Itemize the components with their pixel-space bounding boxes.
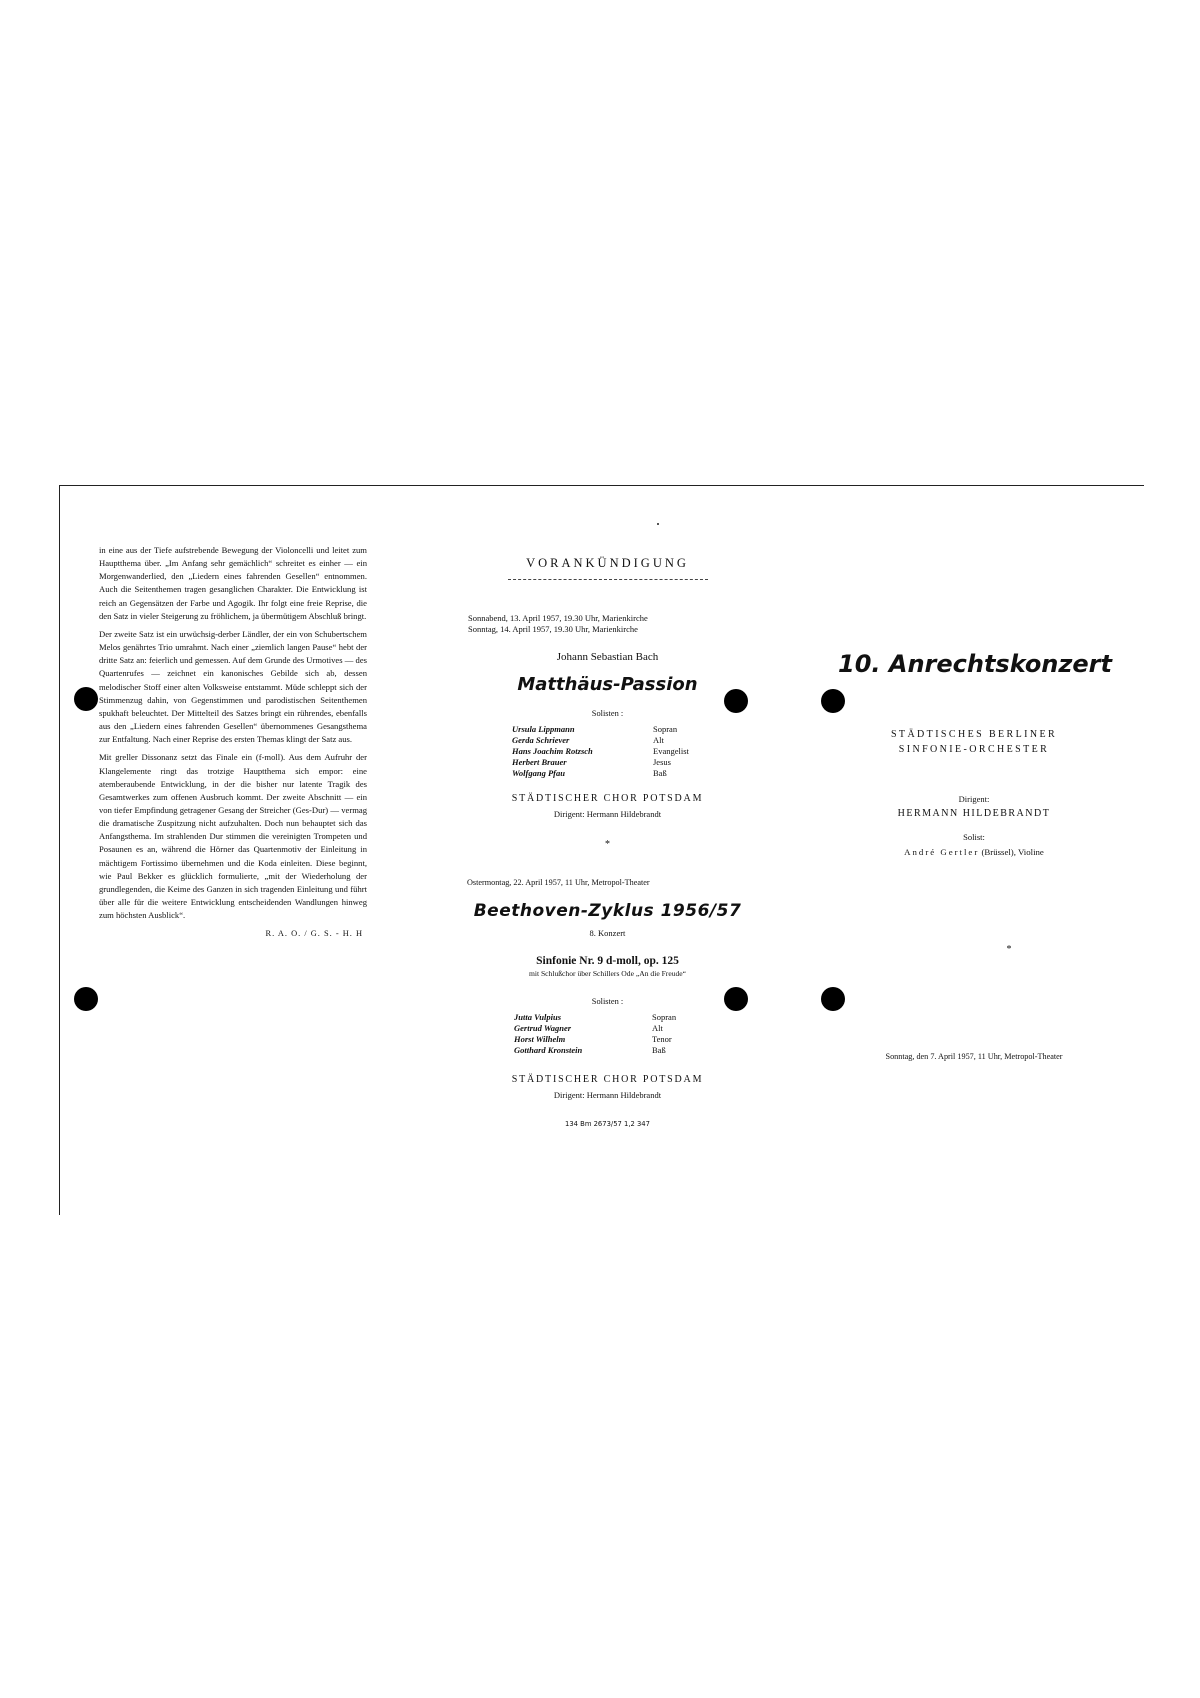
notes-paragraph-2: Der zweite Satz ist ein urwüchsig-derber Ländler, der ein von Schubertschem Melos genährtes Trio umrahmt. Nach einer „ziemlich langen Pause“ hebt der dritte Satz an: feierlich und gemessen. Auf dem Grunde des Urmotives — des Quartenrufes — zeichnet ein kanonisches Gebilde sich ab, dessen melodischer Stoff einer alten Volksweise entstammt. Müde schleppt sich der Stimmenzug dahin, von Gegenstimmen und parodistischen Seitenthemen spukhaft beleuchtet. Der Mittelteil des Satzes bringt ein rührendes, ebenfalls aus den „Liedern eines fahrenden Gesellen“ übernommenes Gesangsthema zur Entfaltung. Nach einer Reprise des ersten Themas klingt der Satz aus. [99, 628, 367, 745]
choir-name: STÄDTISCHER CHOR POTSDAM [511, 793, 704, 804]
symphony-note: mit Schlußchor über Schillers Ode „An die Freude“ [528, 969, 687, 978]
separator-star-2: * [1006, 944, 1012, 955]
soloists-list [512, 724, 745, 779]
soloist-row [512, 746, 745, 757]
work-title-passion: Matthäus-Passion [517, 674, 698, 695]
soloist-name: Ursula Lippmann [512, 724, 575, 734]
soloist-row [512, 757, 745, 768]
announcement-column [467, 556, 745, 1128]
soloist-row [512, 768, 745, 779]
concert-number: 8. Konzert [589, 928, 626, 938]
soloist-role: Baß [653, 768, 667, 778]
soloist-role: Jesus [653, 757, 671, 767]
soloist-name: Horst Wilhelm [514, 1034, 566, 1044]
soloists-list-2 [514, 1012, 745, 1056]
passion-dates [468, 613, 745, 635]
soloist-detail: (Brüssel), Violine [981, 847, 1044, 857]
beethoven-date: Ostermontag, 22. April 1957, 11 Uhr, Metropol-Theater [467, 878, 650, 887]
notes-paragraph-1: in eine aus der Tiefe aufstrebende Bewegung der Violoncelli und leitet zum Hauptthema über. „Im Anfang sehr gemächlich“ schreitet es einher — ein Morgenwanderlied, den „Liedern eines fahrenden Gesellen“ entnommen. Auch die Seitenthemen tragen gesanglichen Charakter. Die Entwicklung ist reich an Gegensätzen der Farbe und Agogik. Ihr folgt eine freie Reprise, die den Satz in vieler Steigerung zu fröhlichem, ja übermütigem Abschluß bringt. [99, 545, 367, 621]
passion-date-2: Sonntag, 14. April 1957, 19.30 Uhr, Marienkirche [468, 624, 638, 634]
orchestra-line-2: SINFONIE-ORCHESTER [898, 744, 1050, 755]
soloist-name: Gerda Schriever [512, 735, 570, 745]
notes-paragraph-3: Mit greller Dissonanz setzt das Finale ein (f-moll). Aus dem Aufruhr der Klangelemente ringt das trotzige Hauptthema sich empor: eine atemberaubende Entwicklung, in der die bisher nur latente Tragik des Gesamtwerkes zum offenen Ausbruch kommt. Der zweite Abschnitt — ein von tiefer Empfindung getragener Gesang der Streicher (Ges-Dur) — vermag die dramatische Zuspitzung nicht aufzuhalten. Doch nun behauptet sich das Anfangsthema. Im strahlenden Dur stimmen die vereinigten Trompeten und Posaunen es an, während die Hörner das Quartenmotiv der Einleitung in mächtigem Fortissimo übernehmen und die Koda einleiten. Diese beginnt, wie Paul Bekker es glücklich formulierte, „mit der Wiederholung der grundlegenden, die Keime des Ganzen in sich tragenden Einleitung und führt über alle für die weitere Entwicklung entscheidenden Wandlungen hinweg zum höchsten Ausblick“. [99, 752, 367, 921]
concert-date: Sonntag, den 7. April 1957, 11 Uhr, Metropol-Theater [885, 1052, 1063, 1061]
orchestra-name [824, 727, 1124, 757]
soloist-name: Herbert Brauer [512, 757, 567, 767]
choir-name-2: STÄDTISCHER CHOR POTSDAM [511, 1074, 704, 1085]
soloist-name: Hans Joachim Rotzsch [512, 746, 593, 756]
print-code: 134 Bm 2673/57 1,2 347 [565, 1120, 650, 1128]
soloists-heading: Solisten : [591, 709, 624, 718]
orchestra-line-1: STÄDTISCHES BERLINER [890, 729, 1058, 740]
soloist-role: Sopran [652, 1012, 677, 1022]
soloist-name: Wolfgang Pfau [512, 768, 565, 778]
soloist-name: Jutta Vulpius [514, 1012, 562, 1022]
soloist-row [514, 1023, 745, 1034]
program-notes [99, 544, 367, 941]
top-border-line [59, 485, 1144, 486]
punch-hole-left-bottom [74, 987, 98, 1011]
conductor-line: Dirigent: Hermann Hildebrandt [553, 809, 662, 819]
concert-series-title: 10. Anrechtskonzert [838, 650, 1112, 678]
conductor-name: HERMANN HILDEBRANDT [897, 808, 1051, 819]
soloist-role: Baß [652, 1045, 666, 1055]
soloist-name: Gertrud Wagner [514, 1023, 572, 1033]
conductor-label: Dirigent: [958, 794, 990, 804]
speck [657, 523, 659, 525]
soloist-row [512, 724, 745, 735]
soloist-role: Alt [652, 1023, 663, 1033]
cycle-title: Beethoven-Zyklus 1956/57 [473, 901, 742, 921]
composer-name: Johann Sebastian Bach [556, 651, 659, 663]
soloist-row [514, 1045, 745, 1056]
soloist-row [514, 1034, 745, 1045]
soloist-row [514, 1012, 745, 1023]
soloist-row [512, 735, 745, 746]
punch-hole-left-top [74, 687, 98, 711]
soloist-role: Evangelist [653, 746, 689, 756]
soloist-name: André Gertler [904, 847, 980, 857]
title-underline [508, 579, 708, 580]
passion-date-1: Sonnabend, 13. April 1957, 19.30 Uhr, Marienkirche [468, 613, 648, 623]
soloist-role: Sopran [653, 724, 678, 734]
symphony-title: Sinfonie Nr. 9 d-moll, op. 125 [536, 955, 679, 967]
conductor-line-2: Dirigent: Hermann Hildebrandt [553, 1090, 662, 1100]
soloists-heading-2: Solisten : [591, 997, 624, 1006]
soloist-label: Solist: [963, 832, 985, 842]
soloist-role: Alt [653, 735, 664, 745]
separator-star: * [605, 839, 610, 850]
announcement-title: VORANKÜNDIGUNG [526, 556, 689, 570]
soloist-name: Gotthard Kronstein [514, 1045, 583, 1055]
soloist-line [824, 847, 1124, 857]
title-column [824, 650, 1124, 1061]
soloist-role: Tenor [652, 1034, 672, 1044]
left-border-line [59, 485, 60, 1215]
notes-signature: R. A. O. / G. S. - H. H [265, 929, 363, 939]
